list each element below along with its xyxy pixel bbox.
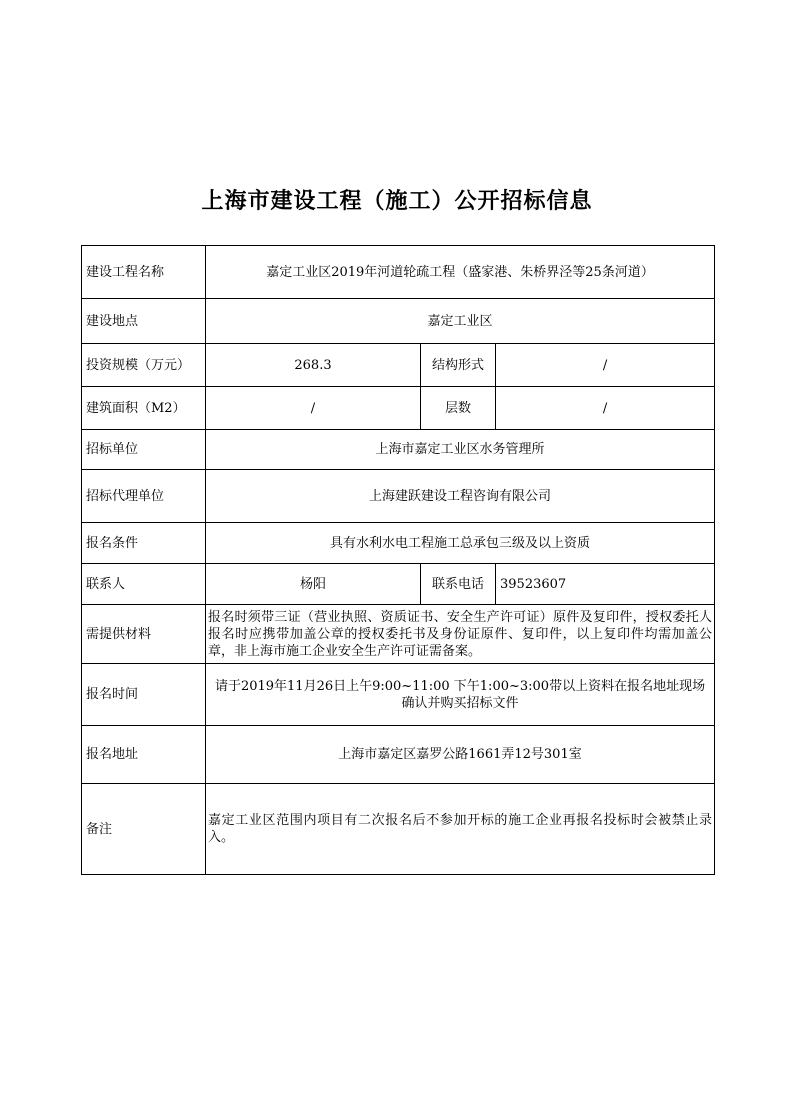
materials-value: 报名时须带三证（营业执照、资质证书、安全生产许可证）原件及复印件，授权委托人报名时应携带加盖公章的授权委托书及身份证原件、复印件，以上复印件均需加盖公章，非上海市施工企业安全生产许可证需备案。 [206,605,715,664]
agent-label: 招标代理单位 [82,470,206,523]
remarks-value: 嘉定工业区范围内项目有二次报名后不参加开标的施工企业再报名投标时会被禁止录入。 [206,784,715,875]
structure-value: / [496,344,715,387]
row-location [82,299,715,344]
reg-address-value: 上海市嘉定区嘉罗公路1661弄12号301室 [206,726,715,784]
area-value: / [206,387,421,430]
row-reg-address [82,726,715,784]
location-value: 嘉定工业区 [206,299,715,344]
tenderer-label: 招标单位 [82,430,206,470]
project-name-value: 嘉定工业区2019年河道轮疏工程（盛家港、朱桥界泾等25条河道） [206,246,715,299]
area-label: 建筑面积（M2） [82,387,206,430]
tenderer-value: 上海市嘉定工业区水务管理所 [206,430,715,470]
row-remarks [82,784,715,875]
row-investment [82,344,715,387]
page-title: 上海市建设工程（施工）公开招标信息 [201,189,593,214]
row-area [82,387,715,430]
phone-label: 联系电话 [421,564,496,605]
reg-time-value: 请于2019年11月26日上午9:00~11:00 下午1:00~3:00带以上资料在报名地址现场确认并购买招标文件 [206,664,715,726]
row-materials [82,605,715,664]
investment-label: 投资规模（万元） [82,344,206,387]
contact-value: 杨阳 [206,564,421,605]
agent-value: 上海建跃建设工程咨询有限公司 [206,470,715,523]
qualification-label: 报名条件 [82,523,206,564]
project-name-label: 建设工程名称 [82,246,206,299]
structure-label: 结构形式 [421,344,496,387]
row-qualification [82,523,715,564]
row-tenderer [82,430,715,470]
materials-label: 需提供材料 [82,605,206,664]
row-contact [82,564,715,605]
phone-value: 39523607 [496,564,715,605]
row-project-name [82,246,715,299]
investment-value: 268.3 [206,344,421,387]
qualification-value: 具有水利水电工程施工总承包三级及以上资质 [206,523,715,564]
location-label: 建设地点 [82,299,206,344]
floors-value: / [496,387,715,430]
remarks-label: 备注 [82,784,206,875]
floors-label: 层数 [421,387,496,430]
tender-info-table [81,245,715,875]
reg-time-label: 报名时间 [82,664,206,726]
reg-address-label: 报名地址 [82,726,206,784]
contact-label: 联系人 [82,564,206,605]
row-agent [82,470,715,523]
row-reg-time [82,664,715,726]
